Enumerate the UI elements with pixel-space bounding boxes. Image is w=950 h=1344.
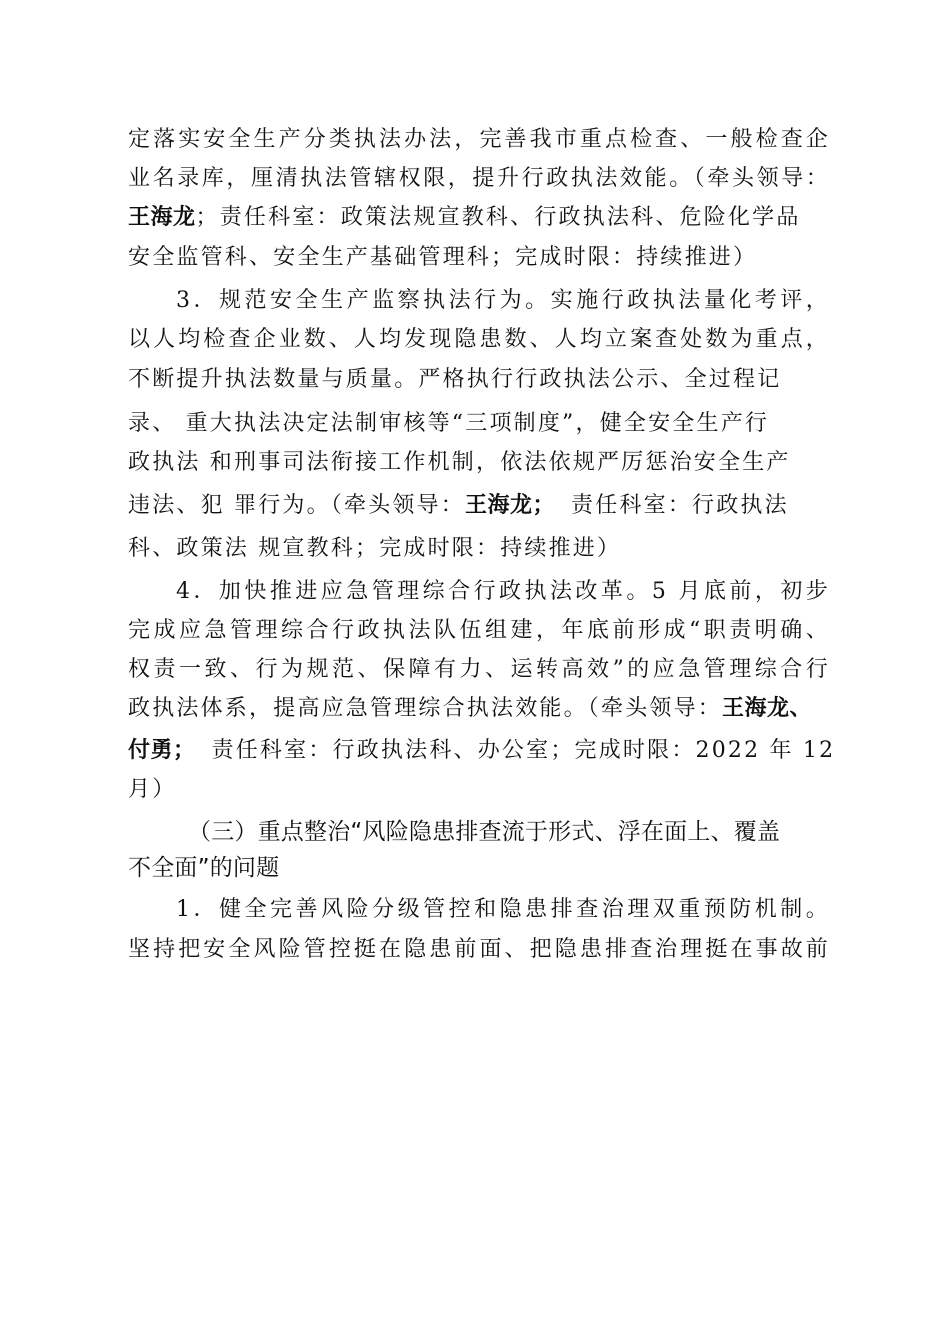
inline-text: 违法、犯 罪行为。（牵头领导：	[128, 493, 465, 518]
paragraph-line: 完成应急管理综合行政执法队伍组建，年底前形成“职责明确、	[128, 618, 830, 643]
paragraph-line: 录、 重大执法决定法制审核等“三项制度”，健全安全生产行	[128, 411, 770, 436]
inline-text: 责任科室：行政执法	[571, 493, 789, 518]
paragraph-line: 3．规范安全生产监察执法行为。实施行政执法量化考评，	[176, 288, 830, 313]
paragraph-line: 科、政策法 规宣教科；完成时限：持续推进）	[128, 536, 622, 561]
section-heading: （三）重点整治“风险隐患排查流于形式、浮在面上、覆盖	[188, 819, 781, 845]
paragraph-line: 月）	[128, 777, 177, 802]
inline-text: ；责任科室：政策法规宣教科、行政执法科、危险化学品	[195, 205, 801, 230]
paragraph-line	[128, 733, 836, 769]
paragraph-line: 权责一致、行为规范、保障有力、运转高效”的应急管理综合行	[128, 657, 830, 682]
lead-leader-name: 付勇；	[128, 738, 196, 763]
paragraph-line: 不断提升执法数量与质量。严格执行行政执法公示、全过程记	[128, 367, 782, 392]
inline-text: 政执法体系，提高应急管理综合执法效能。（牵头领导：	[128, 696, 723, 721]
paragraph-line	[128, 200, 830, 236]
paragraph-line: 安全监管科、安全生产基础管理科；完成时限：持续推进）	[128, 245, 758, 270]
lead-leader-name: 王海龙	[128, 205, 196, 230]
paragraph-line: 1．健全完善风险分级管控和隐患排查治理双重预防机制。	[176, 897, 830, 922]
paragraph-line: 业名录库，厘清执法管辖权限，提升行政执法效能。（牵头领导：	[128, 166, 830, 191]
paragraph-line: 定落实安全生产分类执法办法，完善我市重点检查、一般检查企	[128, 127, 830, 152]
section-heading: 不全面”的问题	[128, 855, 280, 881]
paragraph-line	[128, 488, 830, 524]
lead-leader-name: 王海龙	[465, 493, 533, 518]
lead-leader-name: 王海龙、	[722, 696, 813, 721]
paragraph-line: 政执法 和刑事司法衔接工作机制，依法依规严厉惩治安全生产	[128, 450, 791, 475]
paragraph-line: 坚持把安全风险管控挺在隐患前面、把隐患排查治理挺在事故前	[128, 937, 830, 962]
paragraph-line: 4．加快推进应急管理综合行政执法改革。5 月底前，初步	[176, 579, 830, 604]
inline-text: 责任科室：行政执法科、办公室；完成时限：2022 年 12	[211, 738, 836, 763]
inline-text: ；	[532, 493, 556, 518]
paragraph-line: 以人均检查企业数、人均发现隐患数、人均立案查处数为重点，	[128, 327, 830, 352]
paragraph-line	[128, 691, 830, 727]
